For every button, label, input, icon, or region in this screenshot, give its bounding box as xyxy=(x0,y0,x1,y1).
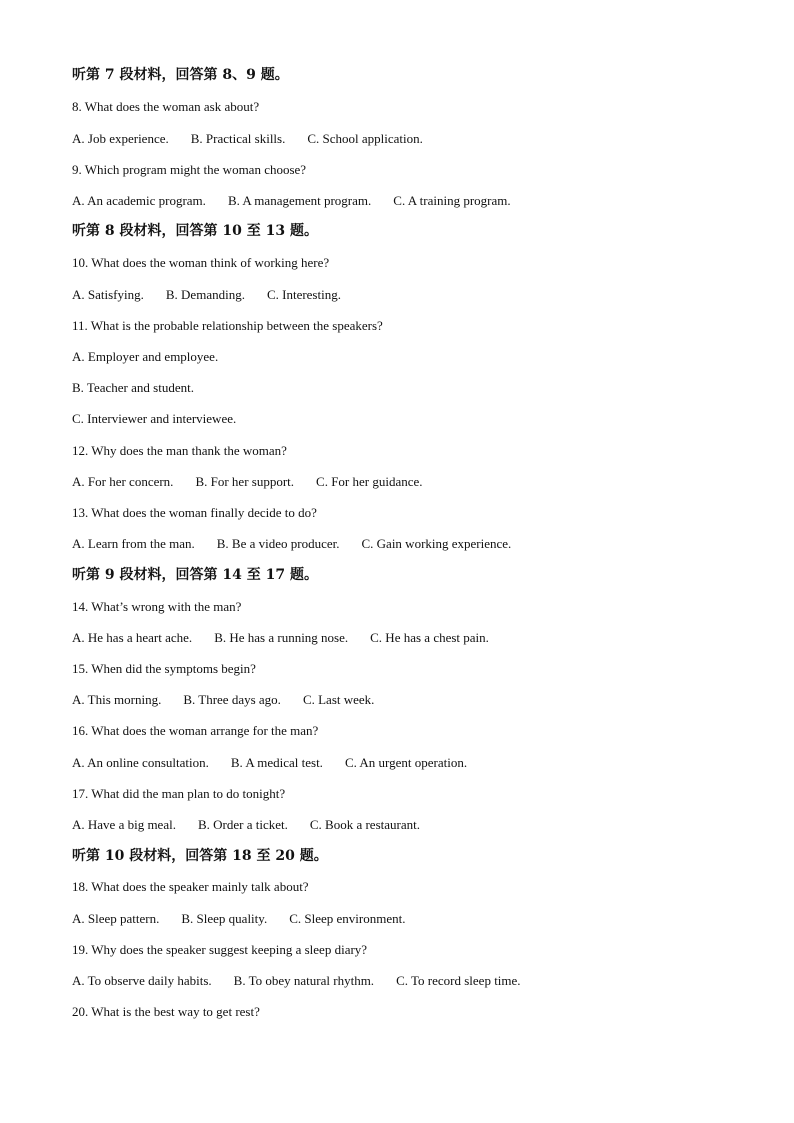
question-text: 19. Why does the speaker suggest keeping a sleep diary? xyxy=(72,942,368,957)
answer-options xyxy=(72,692,374,708)
option-b: B. A management program. xyxy=(227,193,372,208)
option-a: A. To observe daily habits. xyxy=(72,973,212,988)
question-text: 16. What does the woman arrange for the man? xyxy=(72,723,319,738)
question-text: 13. What does the woman finally decide to do? xyxy=(72,505,317,520)
section-heading: 听第 8 段材料，回答第 10 至 13 题。 xyxy=(72,223,318,239)
section-heading: 听第 10 段材料，回答第 18 至 20 题。 xyxy=(72,848,328,864)
section-heading: 听第 9 段材料，回答第 14 至 17 题。 xyxy=(72,567,318,583)
option-b: B. To obey natural rhythm. xyxy=(233,973,375,988)
option-a: A. An academic program. xyxy=(72,193,206,208)
option-b: B. Three days ago. xyxy=(183,692,281,707)
answer-options xyxy=(72,474,423,490)
option-a: A. Learn from the man. xyxy=(72,536,195,551)
option-a: A. Sleep pattern. xyxy=(72,911,160,926)
option-b: B. A medical test. xyxy=(230,755,323,770)
option-b: B. Sleep quality. xyxy=(181,911,268,926)
question-text: 12. Why does the man thank the woman? xyxy=(72,443,287,458)
answer-options xyxy=(72,287,341,303)
option-c: C. Book a restaurant. xyxy=(309,817,420,832)
option-c: C. A training program. xyxy=(393,193,511,208)
answer-options xyxy=(72,973,521,989)
option-c: C. To record sleep time. xyxy=(396,973,521,988)
option-b: B. Practical skills. xyxy=(190,131,286,146)
question-text: 18. What does the speaker mainly talk about? xyxy=(72,879,309,894)
answer-options xyxy=(72,911,405,927)
option-b: B. Teacher and student. xyxy=(72,380,194,395)
option-c: C. He has a chest pain. xyxy=(370,630,489,645)
answer-options xyxy=(72,817,420,833)
answer-options xyxy=(72,536,511,552)
question-text: 11. What is the probable relationship between the speakers? xyxy=(72,318,383,333)
option-b: B. He has a running nose. xyxy=(214,630,349,645)
option-c: C. Sleep environment. xyxy=(289,911,406,926)
question-text: 10. What does the woman think of working here? xyxy=(72,255,330,270)
answer-options xyxy=(72,131,423,147)
question-text: 20. What is the best way to get rest? xyxy=(72,1004,260,1019)
option-a: A. An online consultation. xyxy=(72,755,209,770)
option-c: C. Last week. xyxy=(302,692,375,707)
question-text: 9. Which program might the woman choose? xyxy=(72,162,307,177)
option-a: A. Satisfying. xyxy=(72,287,144,302)
option-c: C. For her guidance. xyxy=(316,474,423,489)
answer-options xyxy=(72,193,511,209)
question-text: 17. What did the man plan to do tonight? xyxy=(72,786,286,801)
question-text: 8. What does the woman ask about? xyxy=(72,99,260,114)
option-b: B. Demanding. xyxy=(165,287,245,302)
answer-options xyxy=(72,755,467,771)
answer-options xyxy=(72,630,489,646)
option-b: B. Be a video producer. xyxy=(216,536,340,551)
option-a: A. For her concern. xyxy=(72,474,174,489)
option-b: B. Order a ticket. xyxy=(197,817,288,832)
option-c: C. Interviewer and interviewee. xyxy=(72,411,237,426)
option-a: A. Employer and employee. xyxy=(72,349,219,364)
option-b: B. For her support. xyxy=(195,474,295,489)
section-heading: 听第 7 段材料，回答第 8、9 题。 xyxy=(72,67,289,83)
question-text: 15. When did the symptoms begin? xyxy=(72,661,256,676)
option-c: C. Interesting. xyxy=(266,287,341,302)
option-c: C. An urgent operation. xyxy=(344,755,468,770)
option-a: A. Have a big meal. xyxy=(72,817,176,832)
option-a: A. Job experience. xyxy=(72,131,169,146)
option-c: C. School application. xyxy=(307,131,423,146)
option-a: A. He has a heart ache. xyxy=(72,630,193,645)
question-text: 14. What’s wrong with the man? xyxy=(72,599,242,614)
option-a: A. This morning. xyxy=(72,692,162,707)
option-c: C. Gain working experience. xyxy=(361,536,512,551)
